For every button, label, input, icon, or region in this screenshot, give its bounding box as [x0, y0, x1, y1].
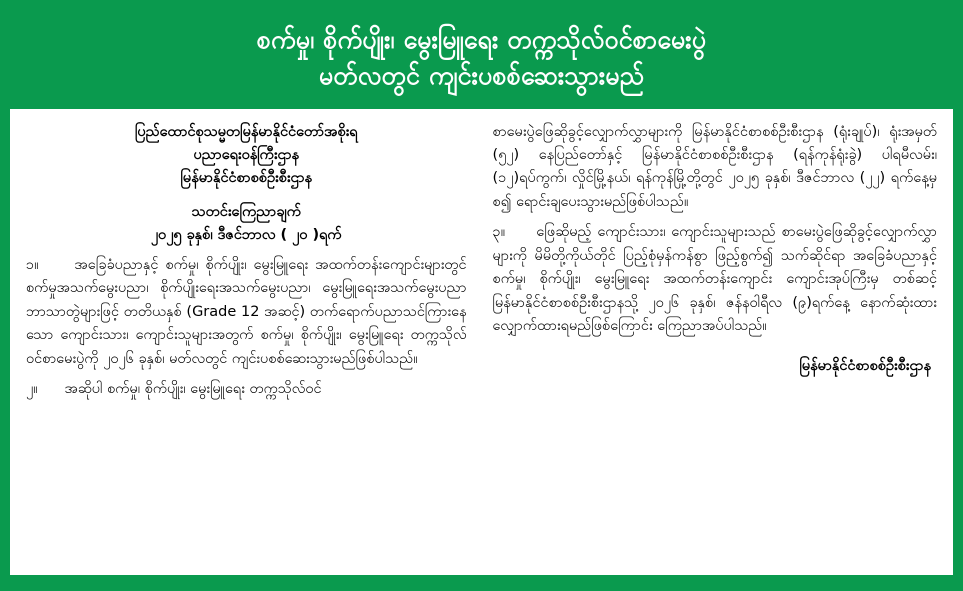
ministry-line: ပညာရေးဝန်ကြီးဌာန [193, 146, 300, 163]
paragraph-2-continued: စာမေးပွဲဖြေဆိုခွင့်လျှောက်လွှာများကို မြန်မာနိုင်ငံစာစစ်ဦးစီးဌာန (ရုံးချုပ်)၊ ရုံးအမှတ် (၅၂) နေပြည်တော်နှင့် မြန်မာနိုင်ငံစာစစ်ဦးစီးဌာန (ရန်ကုန်ရုံးခွဲ) ပါရမီလမ်း၊ (၁၂)ရပ်ကွက်၊ လှိုင်မြို့နယ်၊ ရန်ကုန်မြို့တို့တွင် ၂၀၂၅ ခုနှစ်၊ ဒီဇင်ဘာလ (၂၂) ရက်နေ့မှစ၍ ရောင်းချပေးသွားမည်ဖြစ်ပါသည်။ [492, 123, 937, 210]
header-title-line-1: စက်မှု၊ စိုက်ပျိုး၊ မွေးမြူရေး တက္ကသိုလ်ဝင်စာမေးပွဲ [256, 25, 707, 54]
signature-department: မြန်မာနိုင်ငံစာစစ်ဦးစီးဌာန [799, 357, 931, 374]
paragraph-2 [26, 378, 467, 401]
announcement-header [10, 10, 953, 109]
paragraph-2-number: ၂။ [26, 381, 38, 398]
notice-title: သတင်းကြေညာချက် [191, 203, 301, 220]
paragraph-1-text: အခြေခံပညာနှင့် စက်မှု၊ စိုက်ပျိုး၊ မွေးမြူရေး အထက်တန်းကျောင်းများတွင် စက်မှုအသက်မွေးပညာ၊ စိုက်ပျိုးရေးအသက်မွေးပညာ၊ မွေးမြူရေးအသက်မွေးပညာ ဘာသာတွဲများဖြင့် တတိယနှစ် (Grade 12 အဆင့်) တက်ရောက်ပညာသင်ကြားနေသော ကျောင်းသား၊ ကျောင်းသူများအတွက် စက်မှု၊ စိုက်ပျိုး၊ မွေးမြူရေး တက္ကသိုလ်ဝင်စာမေးပွဲကို ၂၀၂၆ ခုနှစ်၊ မတ်လတွင် ကျင်းပစစ်ဆေးသွားမည်ဖြစ်ပါသည်။ [26, 256, 467, 367]
department-line: မြန်မာနိုင်ငံစာစစ်ဦးစီးဌာန [180, 170, 313, 187]
left-column [26, 121, 471, 565]
header-title-line-2: မတ်လတွင် ကျင်းပစစ်ဆေးသွားမည် [318, 61, 645, 91]
notice-date: ၂၀၂၅ ခုနှစ်၊ ဒီဇင်ဘာလ ( ၂၀ )ရက် [150, 227, 342, 244]
announcement-body [10, 109, 953, 575]
issuing-government-line: ပြည်ထောင်စုသမ္မတမြန်မာနိုင်ငံတော်အစိုးရ [134, 123, 358, 140]
right-column [493, 121, 937, 565]
paragraph-2-text: အဆိုပါ စက်မှု၊ စိုက်ပျိုး၊ မွေးမြူရေး တက္ကသိုလ်ဝင် [64, 381, 322, 398]
paragraph-3-text: ဖြေဆိုမည့် ကျောင်းသား၊ ကျောင်းသူများသည် စာမေးပွဲဖြေဆိုခွင့်လျှောက်လွှာများကို မိမိတို့ကိုယ်တိုင် ပြည့်စုံမှန်ကန်စွာ ဖြည့်စွက်၍ သက်ဆိုင်ရာ အခြေခံပညာနှင့် စက်မှု၊ စိုက်ပျိုး၊ မွေးမြူရေး အထက်တန်းကျောင်း ကျောင်းအုပ်ကြီးမှ တစ်ဆင့် မြန်မာနိုင်ငံစာစစ်ဦးစီးဌာနသို့ ၂၀၂၆ ခုနှစ်၊ ဇန်နဝါရီလ (၉)ရက်နေ့ နောက်ဆုံးထားလျှောက်ထားရမည်ဖြစ်ကြောင်း ကြေညာအပ်ပါသည်။ [492, 224, 937, 335]
paragraph-3 [493, 221, 937, 338]
paragraph-3-number: ၃။ [492, 224, 506, 241]
paragraph-1-number: ၁။ [26, 256, 39, 273]
paragraph-1 [26, 254, 467, 371]
